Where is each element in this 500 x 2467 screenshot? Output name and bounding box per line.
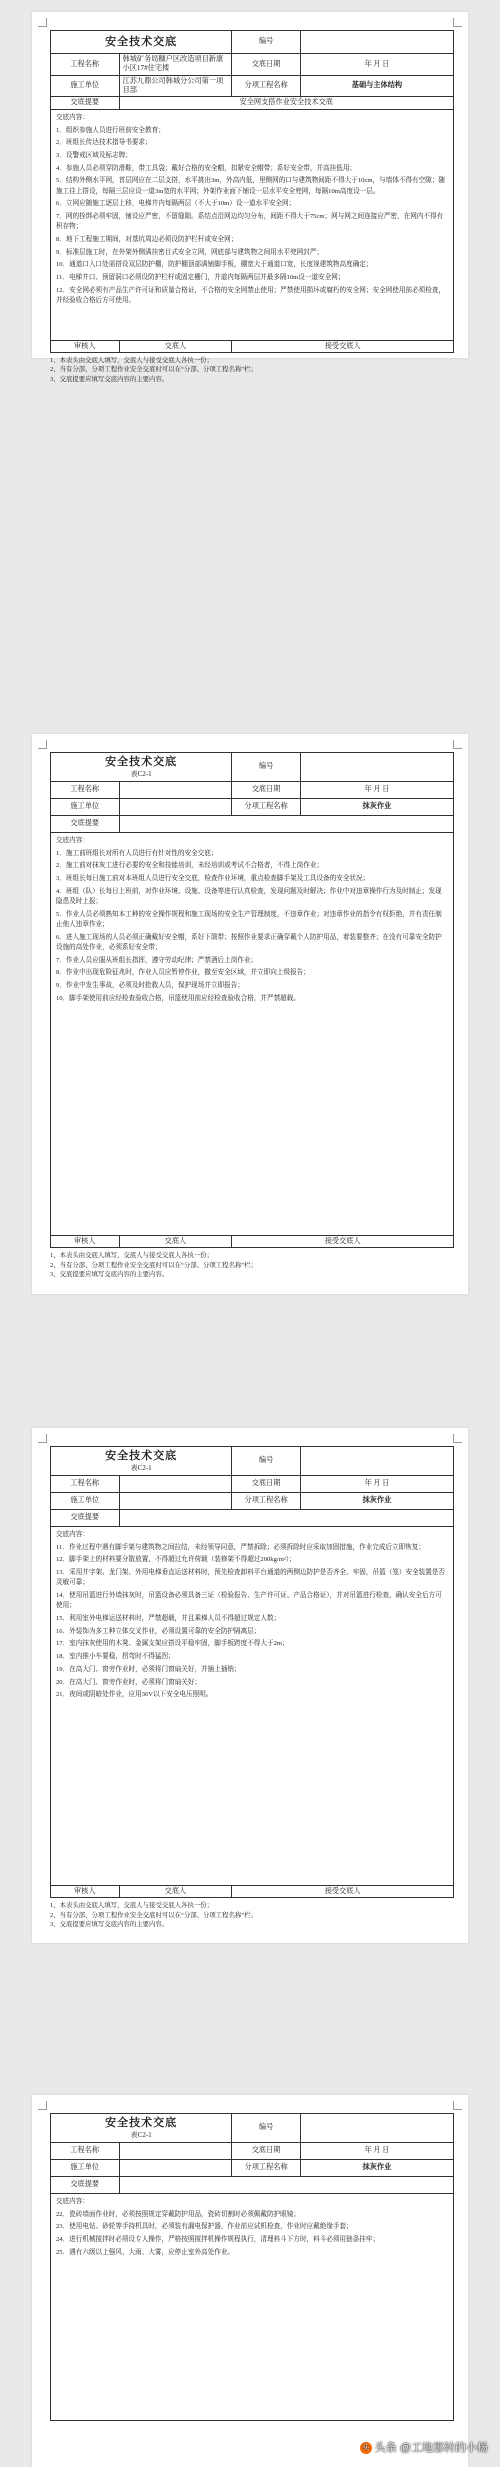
corner-mark — [453, 740, 462, 749]
summary-value: 安全网支搭作业安全技术交底 — [119, 97, 454, 109]
content-paragraph: 12．安全网必须有产品生产许可证和质量合格证，不合格的安全网禁止使用；严禁使用损坏或腐朽的安全网；安全网使用前必须检查，并经验收合格后方可使用。 — [56, 286, 446, 305]
content-paragraph: 2．班组长传达技术指导书要求； — [56, 139, 152, 147]
content-paragraph: 8．作业中出现危险征兆时，作业人员应暂停作业，撤至安全区域，并立即向上级报告； — [56, 969, 310, 977]
content-paragraph: 1．施工前班组长对所有人员进行有针对性的安全交底； — [56, 849, 218, 857]
summary-label: 交底提要 — [51, 97, 120, 109]
number-value — [300, 31, 453, 54]
auditor-label: 审核人 — [51, 1236, 120, 1248]
content-paragraph: 18．室内推小车要稳，拐弯时不得猛拐； — [56, 1653, 175, 1661]
content-paragraph: 4．班组（队）长每日上班前，对作业环境、设施、设备等进行认真检查，发现问题及时解决；作业中对违章操作行为及时制止；发现隐患及时上报； — [56, 887, 442, 906]
content-paragraph: 17．室内抹灰使用的木凳、金属支架应搭设平稳牢固，脚手板跨度不得大于2m； — [56, 1640, 289, 1648]
note: 3、交底提要应填写交底内容的主要内容。 — [50, 1270, 169, 1278]
date-value: 年 月 日 — [300, 54, 453, 76]
content-cell — [51, 2194, 454, 2421]
form-title: 安全技术交底 — [105, 756, 178, 769]
receiver-label: 接受交底人 — [232, 1886, 454, 1898]
summary-value — [119, 816, 454, 833]
footer-notes — [50, 1901, 454, 1929]
content-paragraph: 1．组织参施人员进行班前安全教育； — [56, 126, 165, 134]
disclosure-form — [50, 30, 454, 353]
content-cell — [51, 1527, 454, 1886]
project-label: 工程名称 — [51, 54, 120, 76]
part-value: 抹灰作业 — [300, 1493, 453, 1510]
project-label: 工程名称 — [51, 2143, 120, 2160]
content-paragraph: 24．进行机械搅拌时必须设专人操作，严格按照搅拌机操作规程执行，清理料斗下方时，料斗必须用链条挂牢； — [56, 2236, 380, 2244]
note: 1、本表头由交底人填写，交底人与接受交底人各执一份； — [50, 357, 213, 365]
number-value — [300, 2114, 453, 2143]
content-paragraph: 3．班组长每日施工前对本班组人员进行安全交底，检查作业环境，重点检查脚手架及工具设备的安全状况； — [56, 875, 370, 883]
content-paragraph: 10．脚手架使用前应经检查验收合格，吊篮使用前应经检查验收合格，并严禁超载。 — [56, 994, 300, 1002]
note: 2、当有分部、分项工程作业安全交底时可以在“分部、分项工程名称”栏； — [50, 1911, 257, 1919]
content-paragraph: 2．施工前对抹灰工进行必要的安全和技能培训，未经培训或考试不合格者，不得上岗作业； — [56, 862, 324, 870]
note: 3、交底提要应填写交底内容的主要内容。 — [50, 1920, 169, 1928]
form-title-cell — [51, 753, 232, 782]
content-paragraph: 7．网的拴绑必须牢固，铺设应严密，不留缝隙。系结点沿网边均匀分布，间距不得大于75cm；网与网之间连接应严密，在网内不得有积存物； — [56, 213, 444, 231]
content-paragraph: 23．使用电钻、砂轮等手持机具时，必须装有漏电保护器，作业前应试机检查，作业时应戴绝缘手套； — [56, 2223, 353, 2231]
content-paragraph: 14．使用吊篮进行外墙抹灰时，吊篮设备必须具备三证（检验报告、生产许可证、产品合格证），并对吊篮进行检查，确认安全后方可使用； — [56, 1592, 442, 1610]
content-label: 交底内容： — [56, 2198, 89, 2205]
content-paragraph: 22．瓷砖墙面作业时，必须按照规定穿戴防护用品，瓷砖切割时必须佩戴防护眼镜； — [56, 2210, 300, 2218]
summary-label: 交底提要 — [51, 1510, 120, 1527]
content-paragraph: 13．采用井字架、龙门架、外用电梯垂直运送材料时，预先检查卸料平台通道的两侧边防护是否齐全、牢固，吊篮（笼）安全装置是否灵敏可靠； — [56, 1569, 446, 1587]
content-paragraph: 21．夜间或阴暗处作业，应用36V以下安全电压照明。 — [56, 1691, 213, 1699]
form-title: 安全技术交底 — [105, 1450, 178, 1463]
date-value: 年 月 日 — [300, 2143, 453, 2160]
note: 3、交底提要应填写交底内容的主要内容。 — [50, 375, 169, 383]
auditor-label: 审核人 — [51, 1886, 120, 1898]
content-label: 交底内容： — [56, 837, 89, 844]
content-paragraph: 9．标准层施工时，在外架外侧满挂密目式安全立网，网底部与建筑物之间用水平兜网封严； — [56, 248, 324, 256]
content-paragraph: 10．通道口入口处需搭设双层防护棚，防护棚顶部满铺脚手板，棚宽大于通道口宽，长度视建筑物高度确定； — [56, 261, 373, 269]
content-paragraph: 4．参施人员必须穿防滑鞋，带工具袋；戴好合格的安全帽，扣紧安全帽带；系好安全带，并高挂低用； — [56, 164, 357, 172]
number-value — [300, 1447, 453, 1476]
date-label: 交底日期 — [232, 54, 301, 76]
part-value: 基础与主体结构 — [300, 75, 453, 97]
content-paragraph: 12．脚手架上的材料要分散放置，不得超过允许荷载（装修架不得超过200kg/m²）； — [56, 1556, 296, 1564]
content-paragraph: 7．作业人员应服从班组长指挥，遵守劳动纪律；严禁酒后上岗作业； — [56, 956, 258, 964]
footer-notes — [50, 1251, 454, 1279]
part-label: 分项工程名称 — [232, 2160, 301, 2177]
toutiao-logo-icon: 头 — [361, 2443, 370, 2453]
content-paragraph: 8．地下工程施工期间，对基坑周边必须设防护栏杆或安全网； — [56, 235, 238, 243]
content-paragraph: 5．作业人员必须熟知本工种的安全操作规程和施工现场的安全生产管理制度，不违章作业；对违章作业的指令有权拒绝，并有责任制止他人违章作业； — [56, 910, 442, 929]
content-paragraph: 6．立网应随施工逐层上移，电梯井内每隔两层（不大于10m）设一道水平安全网； — [56, 200, 296, 208]
receiver-label: 接受交底人 — [232, 1236, 454, 1248]
watermark-text: 头条 @工地那转的小杨 — [374, 2442, 488, 2454]
unit-value — [119, 799, 232, 816]
watermark — [360, 2439, 488, 2455]
project-value — [119, 782, 232, 799]
date-value: 年 月 日 — [300, 1476, 453, 1493]
summary-value — [119, 2177, 454, 2194]
part-label: 分项工程名称 — [232, 1493, 301, 1510]
document-page-2 — [32, 734, 468, 1294]
unit-label: 施工单位 — [51, 799, 120, 816]
handover-label: 交底人 — [119, 1236, 232, 1248]
number-label: 编号 — [232, 1447, 301, 1476]
corner-mark — [38, 1434, 47, 1443]
corner-mark — [453, 2101, 462, 2110]
handover-label: 交底人 — [119, 1886, 232, 1898]
corner-mark — [38, 18, 47, 27]
disclosure-form — [50, 2113, 454, 2421]
disclosure-form — [50, 752, 454, 1248]
number-label: 编号 — [232, 2114, 301, 2143]
handover-label: 交底人 — [119, 340, 232, 352]
number-label: 编号 — [232, 753, 301, 782]
document-page-1 — [32, 12, 468, 383]
content-paragraph: 25．遇有六级以上强风、大雨、大雾，应停止室外高处作业。 — [56, 2248, 235, 2256]
content-label: 交底内容： — [56, 113, 89, 121]
auditor-label: 审核人 — [51, 340, 120, 352]
note: 1、本表头由交底人填写，交底人与接受交底人各执一份； — [50, 1252, 213, 1260]
content-paragraph: 16．外装饰为多工种立体交叉作业，必须设置可靠的安全防护隔离层； — [56, 1627, 261, 1635]
summary-label: 交底提要 — [51, 816, 120, 833]
summary-value — [119, 1510, 454, 1527]
document-page-4 — [32, 2095, 468, 2467]
content-paragraph: 20．在高大门、窗旁作业时，必须将门窗扇关好； — [56, 1678, 202, 1686]
disclosure-form — [50, 1446, 454, 1898]
project-label: 工程名称 — [51, 782, 120, 799]
date-label: 交底日期 — [232, 782, 301, 799]
project-label: 工程名称 — [51, 1476, 120, 1493]
part-value: 抹灰作业 — [300, 799, 453, 816]
project-value: 韩城矿务局糠户区改造项目新康小区17#住宅楼 — [119, 54, 232, 76]
unit-value — [119, 2160, 232, 2177]
content-paragraph: 5．结构外侧水平网，首层网应在二层支搭，水平挑出3m，外高内低，里侧网的口与建筑物间距不得大于10cm，与墙体不得有空隙；随施工往上搭设，每隔三层应设一道3m宽的水平网；外架作业面下铺设一层水平安全兜网，每隔10m高度设一层。 — [56, 177, 446, 195]
number-value — [300, 753, 453, 782]
corner-mark — [453, 18, 462, 27]
receiver-label: 接受交底人 — [232, 340, 454, 352]
unit-label: 施工单位 — [51, 75, 120, 97]
form-subtitle: 表C2-1 — [130, 1463, 152, 1472]
content-cell — [51, 109, 454, 340]
footer-notes — [50, 356, 454, 384]
document-page-3 — [32, 1428, 468, 1943]
content-cell — [51, 833, 454, 1236]
corner-mark — [38, 740, 47, 749]
note: 2、当有分部、分项工程作业安全交底时可以在“分部、分项工程名称”栏； — [50, 1261, 257, 1269]
form-title-cell — [51, 1447, 232, 1476]
corner-mark — [38, 2101, 47, 2110]
content-paragraph: 6．进入施工现场的人员必须正确戴好安全帽，系好下颌带；按照作业要求正确穿戴个人防护用品，着装要整齐；在没有可靠安全防护设施的高处作业，必须系好安全带； — [56, 933, 442, 951]
date-label: 交底日期 — [232, 2143, 301, 2160]
content-label: 交底内容： — [56, 1531, 89, 1538]
form-title: 安全技术交底 — [105, 2117, 178, 2130]
content-paragraph: 11．作业过程中遇有脚手架与建筑物之间拉结，未经领导同意，严禁拆除；必须拆除时应采取加固措施，作业完成后立即恢复； — [56, 1543, 426, 1551]
form-subtitle: 表C2-1 — [130, 2130, 152, 2139]
date-value: 年 月 日 — [300, 782, 453, 799]
part-value: 抹灰作业 — [300, 2160, 453, 2177]
unit-label: 施工单位 — [51, 1493, 120, 1510]
corner-mark — [453, 1434, 462, 1443]
unit-value — [119, 1493, 232, 1510]
note: 1、本表头由交底人填写，交底人与接受交底人各执一份； — [50, 1902, 213, 1910]
note: 2、当有分部、分项工程作业安全交底时可以在“分部、分项工程名称”栏； — [50, 366, 257, 374]
content-paragraph: 3．设警戒区域及标志牌； — [56, 151, 132, 159]
content-paragraph: 11．电梯井口、预留洞口必须设防护栏杆或固定栅门，井道内每隔两层并最多隔10m设一道安全网； — [56, 274, 345, 282]
form-title-cell — [51, 2114, 232, 2143]
part-label: 分项工程名称 — [232, 75, 301, 97]
project-value — [119, 1476, 232, 1493]
content-paragraph: 15．利用室外电梯运送材料时，严禁超载，并且乘梯人员不得超过规定人数； — [56, 1615, 281, 1623]
unit-label: 施工单位 — [51, 2160, 120, 2177]
project-value — [119, 2143, 232, 2160]
form-title: 安全技术交底 — [51, 31, 232, 54]
content-paragraph: 9．作业中发生事故，必须及时抢救人员，保护现场并立即报告； — [56, 982, 244, 990]
form-subtitle: 表C2-1 — [130, 769, 152, 778]
content-paragraph: 19．在高大门、窗旁作业时，必须将门窗扇关好，并插上插销； — [56, 1665, 241, 1673]
summary-label: 交底提要 — [51, 2177, 120, 2194]
number-label: 编号 — [232, 31, 301, 54]
unit-value: 江苏九鼎公司韩城分公司第一项目部 — [119, 75, 232, 97]
part-label: 分项工程名称 — [232, 799, 301, 816]
date-label: 交底日期 — [232, 1476, 301, 1493]
